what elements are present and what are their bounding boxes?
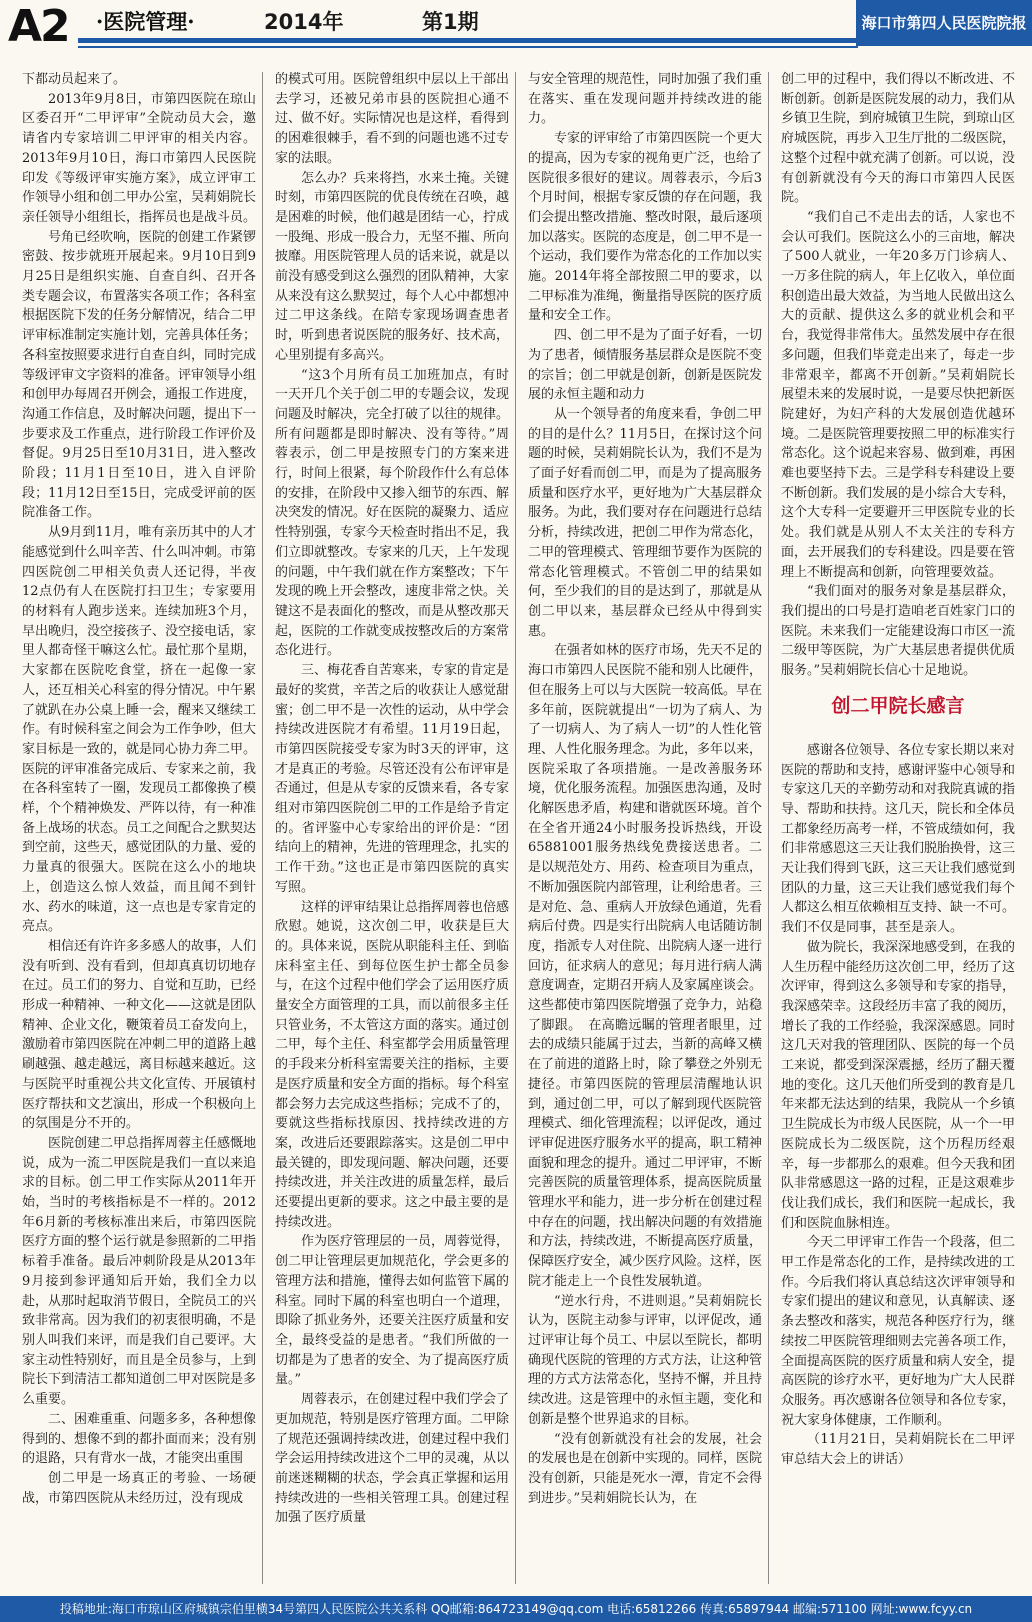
header-rule-thick <box>78 38 858 43</box>
article-column-1 <box>22 70 256 1590</box>
article-paragraph: 做为院长，我深深地感受到，在我的人生历程中能经历这次创二甲，经历了这次评审，得到这么多领导和专家的指导，我深感荣幸。这段经历丰富了我的阅历，增长了我的工作经验，我深深感恩。同时这几天对我的管理团队、医院的每一个员工来说，都受到深深震撼，经历了翻天覆地的变化。这几天他们所受到的教育是几年来都无法达到的结果，我院从一个乡镇卫生院成长为市级人民医院，从一个一甲医院成长为二级医院，这个历程历经艰辛，每一步都那么的艰难。但今天我和团队非常感恩这一路的过程，正是这艰难步伐让我们成长，我们和医院一起成长，我们和医院血脉相连。 <box>781 939 1015 1231</box>
article-paragraph: “我们面对的服务对象是基层群众，我们提出的口号是打造咱老百姓家门口的医院。未来我们一定能建设海口市区一流二级甲等医院，为广大基层患者提供优质服务。”吴莉娟院长信心十足地说。 <box>781 584 1015 679</box>
article-paragraph: 怎么办？兵来将挡，水来土掩。关键时刻，市第四医院的优良传统在召唤，越是困难的时候，他们越是团结一心，拧成一股绳、形成一股合力，无坚不摧、所向披靡。用医院管理人员的话来说，就是以前没有感受到这么强烈的团队精神，大家从来没有这么默契过，每个人心中都想冲过二甲这条线。在陪专家现场调查患者时，听到患者说医院的服务好、技术高，心里别提有多高兴。 <box>275 170 509 363</box>
article-paragraph: 的模式可用。医院曾组织中层以上干部出去学习，还被兄弟市县的医院担心通不过、做不好。实际情况也是这样，看得到的困难很棘手，看不到的问题也逃不过专家的法眼。 <box>275 72 509 166</box>
article-paragraph: 四、创二甲不是为了面子好看，一切为了患者，倾情服务基层群众是医院不变的宗旨；创二甲就是创新，创新是医院发展的永恒主题和动力 <box>528 328 762 403</box>
article-paragraph: 这样的评审结果让总指挥周蓉也倍感欣慰。她说，这次创二甲，收获是巨大的。具体来说，医院从职能科主任、到临床科室主任、到每位医生护士都全员参与，在这个过程中他们学会了运用医疗质量安全方面管理的工具，而以前很多主任只管业务，不太管这方面的落实。通过创二甲，每个主任、科室都学会用质量管理的手段来分析科室需要关注的指标，主要是医疗质量和安全方面的指标。每个科室都会努力去完成这些指标；完成不了的，要就这些指标找原因、找持续改进的方案，改进后还要跟踪落实。这是创二甲中最关键的，即发现问题、解决问题，还要持续改进，并关注改进的质量怎样，最后还要提出更新的要求。这之中最主要的是持续改进。 <box>275 899 509 1230</box>
article-paragraph: 感谢各位领导、各位专家长期以来对医院的帮助和支持，感谢评鉴中心领导和专家这几天的辛勤劳动和对我院真诚的指导、帮助和扶持。这几天，院长和全体员工都象经历高考一样，不管成绩如何，我们非常感恩这三天让我们脱胎换骨，这三天让我们得到飞跃，这三天让我们感觉到团队的力量，这三天让我们感觉我们每个人都这么相互依赖相互支持、缺一不可。我们不仅是同事，甚至是亲人。 <box>781 742 1015 936</box>
article-paragraph: 在强者如林的医疗市场，先天不足的海口市第四人民医院不能和别人比硬件，但在服务上可以与大医院一较高低。早在多年前，医院就提出“一切为了病人、为了一切病人、为了病人一切”的人性化管理、人性化服务理念。为此，多年以来，医院采取了各项措施。一是改善服务环境，优化服务流程。加强医患沟通，及时化解医患矛盾，构建和谐就医环境。首个在全省开通24小时服务投诉热线，开设65881001服务热线免费接送患者。二是以规范处方、用药、检查项目为重点，不断加强医院内部管理，让利给患者。三是对危、急、重病人开放绿色通道，先看病后付费。四是实行出院病人电话随访制度，指派专人对住院、出院病人逐一进行回访，征求病人的意见；每月进行病人满意度调查，定期召开病人及家属座谈会。这些都使市第四医院增强了竞争力，站稳了脚跟。 在高瞻远瞩的管理者眼里，过去的成绩只能属于过去，当新的高峰又横在了前进的道路上时，除了攀登之外别无捷径。市第四医院的管理层清醒地认识到，通过创二甲，可以了解到现代医院管理模式、细化管理流程；以评促改，通过评审促进医疗服务水平的提高，职工精神面貌和理念的提升。通过二甲评审，不断完善医院的质量管理体系，提高医院质量管理水平和能力，进一步分析在创建过程中存在的问题，找出解决问题的有效措施和方法，持续改进，不断提高医疗质量，保障医疗安全，减少医疗风险。这样，医院才能走上一个良性发展轨道。 <box>528 643 762 1289</box>
article-paragraph: 三、梅花香自苦寒来，专家的肯定是最好的奖赏，辛苦之后的收获让人感觉甜蜜；创二甲不是一次性的运动，从中学会持续改进医院才有希望。11月19日起，市第四医院接受专家为时3天的评审，这才是真正的考验。尽管还没有公布评审是否通过，但是从专家的反馈来看，各专家组对市第四医院创二甲的工作是给予肯定的。省评鉴中心专家给出的评价是：“团结向上的精神，先进的管理理念，扎实的工作干劲。”这也正是市第四医院的真实写照。 <box>275 663 509 895</box>
article-paragraph: “逆水行舟，不进则退。”吴莉娟院长认为，医院主动参与评审，以评促改，通过评审让每个员工、中层以至院长，都明确现代医院的管理的方式方法，让这种管理的方式方法常态化，坚持不懈，并且持续改进。这是管理中的永恒主题，变化和创新是整个世界追求的目标。 <box>528 1293 762 1427</box>
article-paragraph: 医院创建二甲总指挥周蓉主任感慨地说，成为一流二甲医院是我们一直以来追求的目标。创二甲工作实际从2011年开始，当时的考核指标是不一样的。2012年6月新的考核标准出来后，市第四医院医疗方面的整个运行就是参照新的二甲指标着手准备。最后冲刺阶段是从2013年9月接到参评通知后开始，我们全力以赴，从那时起取消节假日，全院员工的兴致非常高。因为我们的初衷很明确，不是别人叫我们来评，而是我们自己要评。大家主动性特别好，而且是全员参与，上到院长下到清洁工都知道创二甲对医院是多么重要。 <box>22 1135 256 1408</box>
article-paragraph: 2013年9月8日，市第四医院在琼山区委召开“二甲评审”全院动员大会，邀请省内专家培训二甲评审的相关内容。2013年9月10日，海口市第四人民医院印发《等级评审实施方案》，成立评审工作领导小组和创二甲办公室，吴莉娟院长亲任领导小组组长，指挥员也是战斗员。 <box>22 91 256 225</box>
article-paragraph: “这3个月所有员工加班加点，有时一天开几个关于创二甲的专题会议，发现问题及时解决，完全打破了以往的规律。所有问题都是即时解决、没有等待。”周蓉表示，创二甲是按照专门的方案来进行，时间上很紧，每个阶段作什么有总体的安排，在阶段中又掺入细节的东西、解决突发的情况。好在医院的凝聚力、适应性特别强，专家今天检查时指出不足，我们立即就整改。专家来的几天，上午发现的问题，中午我们就在作方案整改；下午发现的晚上开会整改，速度非常之快。关键这不是表面化的整改，而是从整改那天起，医院的工作就变成按整改后的方案常态化进行。 <box>275 367 509 659</box>
article-column-2 <box>275 70 509 1590</box>
article-paragraph: 从9月到11月，唯有亲历其中的人才能感觉到什么叫辛苦、什么叫冲刺。市第四医院创二甲相关负责人还记得，半夜12点仍有人在医院打扫卫生；专家要用的材料有人跑步送来。连续加班3个月，早出晚归，没空接孩子、没空接电话，家里人都奇怪干嘛这么忙。最忙那个星期，大家都在医院吃食堂，挤在一起像一家人，还互相关心科室的得分情况。中午累了就趴在办公桌上睡一会，醒来又继续工作。有时候科室之间会为工作争吵，但大家目标是一致的，就是同心协力奔二甲。医院的评审准备完成后、专家来之前，我在各科室转了一圈，发现员工都像换了模样，个个精神焕发、严阵以待，有一种准备上战场的状态。员工之间配合之默契达到空前，这些天，感觉团队的力量、爱的力量真的很强大。医院在这么小的地块上，创造这么惊人效益，而且闻不到针水、药水的味道，这一点也是专家肯定的亮点。 <box>22 525 256 935</box>
article-paragraph: 号角已经吹响，医院的创建工作紧锣密鼓、按步就班开展起来。9月10日到9月25日是组织实施、自查自纠、召开各类专题会议，布置落实各项工作；各科室根据医院下发的任务分解情况，结合二甲评审标准制定实施计划，完善具体任务；各科室按照要求进行自查自纠，同时完成等级评审文字资料的准备。评审领导小组和创甲办每周召开例会，通报工作进度，沟通工作信息，及时解决问题，提出下一步要求及工作重点，进行阶段工作评价及督促。9月25日至10月31日，进入整改阶段；11月1日至10日，进入自评阶段；11月12日至15日，完成受评前的医院准备工作。 <box>22 229 256 521</box>
section-heading: 创二甲院长感言 <box>831 694 965 717</box>
article-column-4 <box>781 70 1015 1590</box>
article-paragraph: 作为医疗管理层的一员，周蓉觉得，创二甲让管理层更加规范化，学会更多的管理方法和措施，懂得去如何监管下属的科室。同时下属的科室也明白一个道理，即除了抓业务外，还要关注医疗质量和安全，最终受益的是患者。“我们所做的一切都是为了患者的安全、为了提高医疗质量。” <box>275 1234 509 1388</box>
header-rule-thin <box>78 46 858 48</box>
article-paragraph: 创二甲是一场真正的考验、一场硬战，市第四医院从未经历过，没有现成 <box>22 1470 256 1506</box>
article-paragraph: “我们自己不走出去的话，人家也不会认可我们。医院这么小的三亩地，解决了500人就业，一年20多万门诊病人、一万多住院的病人，年上亿收入，单位面积创造出最大效益，为当地人民做出这么大的贡献、提供这么多的就业机会和平台，我觉得非常伟大。虽然发展中存在很多问题，但我们毕竟走出来了，每走一步非常艰辛，都离不开创新。”吴莉娟院长展望未来的发展时说，一是要尽快把新医院建好，为妇产科的大发展创造优越环境。二是医院管理要按照二甲的标准实行常态化。这个说起来容易、做到难，再困难也要坚持下去。三是学科专科建设上要不断创新。我们发展的是小综合大专科，这个大专科一定要避开三甲医院专业的长处。我们就是从别人不太关注的专科方面，去开展我们的专科建设。四是要在管理上不断提高和创新，向管理要效益。 <box>781 209 1015 580</box>
article-column-3 <box>528 70 762 1590</box>
article-paragraph: 今天二甲评审工作告一个段落，但二甲工作是常态化的工作，是持续改进的工作。今后我们将认真总结这次评审领导和专家们提出的建议和意见，认真解读、逐条去整改和落实，规范各种医疗行为，继续按二甲医院管理细则去完善各项工作，全面提高医院的医疗质量和病人安全，提高医院的诊疗水平，更好地为广大人民群众服务。再次感谢各位领导和各位专家，祝大家身体健康，工作顺利。 <box>781 1235 1015 1428</box>
article-paragraph: 二、困难重重、问题多多，各种想像得到的、想像不到的都扑面而来；没有别的退路，只有背水一战，才能突出重围 <box>22 1411 256 1467</box>
article-paragraph: 下都动员起来了。 <box>22 72 127 87</box>
masthead <box>0 0 1032 56</box>
page-label: A2 <box>8 1 69 52</box>
article-paragraph: “没有创新就没有社会的发展，社会的发展也是在创新中实现的。同样，医院没有创新，只能是死水一潭，肯定不会得到进步。”吴莉娟院长认为，在 <box>528 1431 762 1506</box>
issue-year: 2014年 <box>264 10 344 34</box>
article-paragraph: （11月21日，吴莉娟院长在二甲评审总结大会上的讲话） <box>781 1432 1015 1468</box>
column-divider <box>515 72 516 1584</box>
section-title: ·医院管理· <box>96 9 195 34</box>
column-divider <box>768 72 769 1584</box>
contact-footer: 投稿地址:海口市琼山区府城镇宗伯里横34号第四人民医院公共关系科 QQ邮箱:864723149@qq.com 电话:65812266 传真:65897944 邮编:571100 网址:www.fcyy.cn <box>0 1596 1032 1622</box>
article-paragraph: 专家的评审给了市第四医院一个更大的提高，因为专家的视角更广泛，也给了医院很多很好的建议。周蓉表示，今后3个月时间，根据专家反馈的存在问题，我们会提出整改措施、整改时限，最后逐项加以落实。医院的态度是，创二甲不是一个运动，我们要作为常态化的工作加以实施。2014年将全部按照二甲的要求，以二甲标准为准绳，衡量指导医院的医疗质量和安全工作。 <box>528 131 762 324</box>
article-paragraph: 相信还有许许多多感人的故事，人们没有听到、没有看到，但却真真切切地存在过。员工们的努力、自觉和互助，已经形成一种精神、一种文化——这就是团队精神、企业文化，鞭策着员工奋发向上，激励着市第四医院在冲刺二甲的道路上越刷越强、越走越远，离目标越来越近。这与医院平时重视公共文化宣传、开展镇村医疗帮扶和文艺演出，形成一个积极向上的氛围是分不开的。 <box>22 938 256 1132</box>
article-paragraph: 周蓉表示，在创建过程中我们学会了更加规范，特别是医疗管理方面。二甲除了规范还强调持续改进，创建过程中我们学会运用持续改进这个二甲的灵魂，从以前迷迷糊糊的状态，学会真正掌握和运用持续改进的一些相关管理工具。创建过程加强了医疗质量 <box>275 1392 509 1526</box>
article-paragraph: 与安全管理的规范性，同时加强了我们重在落实、重在发现问题并持续改进的能力。 <box>528 72 762 127</box>
issue-number: 第1期 <box>422 10 479 34</box>
article-paragraph: 从一个领导者的角度来看，争创二甲的目的是什么？11月5日，在探讨这个问题的时候，吴莉娟院长认为，我们不是为了面子好看而创二甲，而是为了提高服务质量和医疗水平，更好地为广大基层群众服务。为此，我们要对存在问题进行总结分析，持续改进，把创二甲作为常态化，二甲的管理模式、管理细节要作为医院的常态化管理模式。不管创二甲的结果如何，至少我们的目的是达到了，那就是从创二甲以来，基层群众已经从中得到实惠。 <box>528 406 762 639</box>
column-divider <box>262 72 263 1584</box>
paper-name-banner: 海口市第四人民医院院报 <box>856 0 1032 46</box>
article-paragraph: 创二甲的过程中，我们得以不断改进、不断创新。创新是医院发展的动力，我们从乡镇卫生院，到府城镇卫生院，到琼山区府城医院，再步入卫生厅批的二级医院，这整个过程中就充满了创新。可以说，没有创新就没有今天的海口市第四人民医院。 <box>781 72 1015 206</box>
header-bar <box>78 6 858 32</box>
